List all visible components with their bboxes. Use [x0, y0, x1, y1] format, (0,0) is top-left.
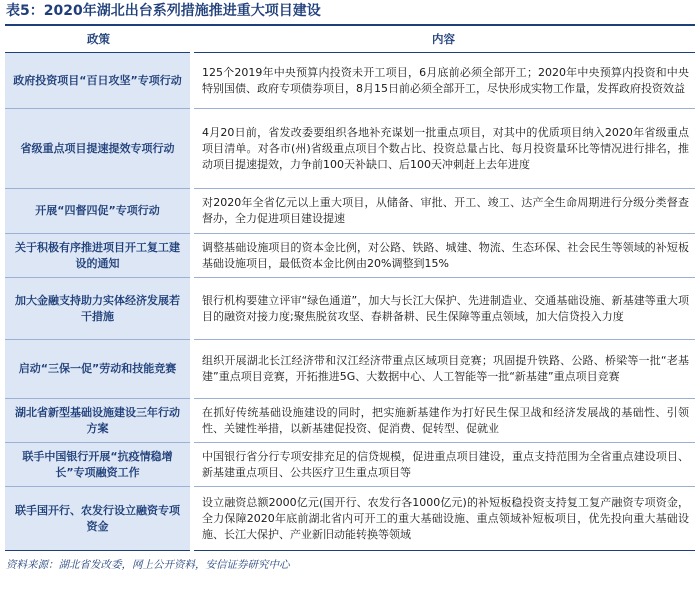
table-row	[5, 278, 695, 340]
content-cell: 中国银行省分行专项安排充足的信贷规模，促进重点项目建设，重点支持范围为全省重点建设项目、新基建重点项目、公共医疗卫生重点项目等	[192, 443, 695, 487]
policy-table	[5, 26, 695, 551]
table-row	[5, 487, 695, 551]
table-row	[5, 340, 695, 399]
policy-cell: 加大金融支持助力实体经济发展若干措施	[5, 278, 192, 340]
content-cell: 在抓好传统基础设施建设的同时，把实施新基建作为打好民生保卫战和经济发展战的基础性、引领性、关键性举措，以新基建促投资、促消费、促转型、促就业	[192, 399, 695, 443]
content-cell: 银行机构要建立评审“绿色通道”，加大与长江大保护、先进制造业、交通基础设施、新基建等重大项目的融资对接力度;聚焦脱贫攻坚、春耕备耕、民生保障等重点领域，加大信贷投入力度	[192, 278, 695, 340]
policy-cell: 联手国开行、农发行设立融资专项资金	[5, 487, 192, 551]
content-cell: 对2020年全省亿元以上重大项目，从储备、审批、开工、竣工、达产全生命周期进行分级分类督查督办，全力促进项目建设提速	[192, 189, 695, 234]
policy-cell: 开展“四督四促”专项行动	[5, 189, 192, 234]
policy-cell: 关于积极有序推进项目开工复工建设的通知	[5, 234, 192, 278]
policy-cell: 湖北省新型基础设施建设三年行动方案	[5, 399, 192, 443]
content-cell: 125个2019年中央预算内投资未开工项目，6月底前必须全部开工；2020年中央预算内投资和中央特别国债、政府专项债券项目，8月15日前必须全部开工，尽快形成实物工作量，发挥政府投资效益	[192, 53, 695, 109]
content-cell: 调整基础设施项目的资本金比例，对公路、铁路、城建、物流、生态环保、社会民生等领域的补短板基础设施项目，最低资本金比例由20%调整到15%	[192, 234, 695, 278]
table-header-row	[5, 26, 695, 53]
policy-cell: 联手中国银行开展“抗疫情稳增长”专项融资工作	[5, 443, 192, 487]
table-row	[5, 189, 695, 234]
table-row	[5, 109, 695, 189]
policy-cell: 省级重点项目提速提效专项行动	[5, 109, 192, 189]
table-title: 表5：2020年湖北出台系列措施推进重大项目建设	[5, 0, 695, 26]
source-note: 资料来源：湖北省发改委，网上公开资料，安信证券研究中心	[6, 559, 290, 571]
content-cell: 组织开展湖北长江经济带和汉江经济带重点区域项目竞赛；巩固提升铁路、公路、桥梁等一批“老基建”重点项目竞赛，开拓推进5G、大数据中心、人工智能等一批“新基建”重点项目竞赛	[192, 340, 695, 399]
policy-cell: 政府投资项目“百日攻坚”专项行动	[5, 53, 192, 109]
header-content: 内容	[192, 26, 695, 53]
table-row	[5, 234, 695, 278]
table-row	[5, 399, 695, 443]
content-cell: 4月20日前，省发改委要组织各地补充谋划一批重点项目，对其中的优质项目纳入2020年省级重点项目清单。对各市(州)省级重点项目个数占比、投资总量占比、每月投资量环比等情况进行排名，推动项目提速提效，力争前100天补缺口、后100天冲刺赶上去年进度	[192, 109, 695, 189]
content-cell: 设立融资总额2000亿元(国开行、农发行各1000亿元)的补短板稳投资支持复工复产融资专项资金，全力保障2020年底前湖北省内可开工的重大基础设施、重点领域补短板项目，优先投向重大基础设施、长江大保护、产业新旧动能转换等领域	[192, 487, 695, 551]
policy-cell: 启动“三保一促”劳动和技能竞赛	[5, 340, 192, 399]
table-row	[5, 53, 695, 109]
table-row	[5, 443, 695, 487]
header-policy: 政策	[5, 26, 192, 53]
